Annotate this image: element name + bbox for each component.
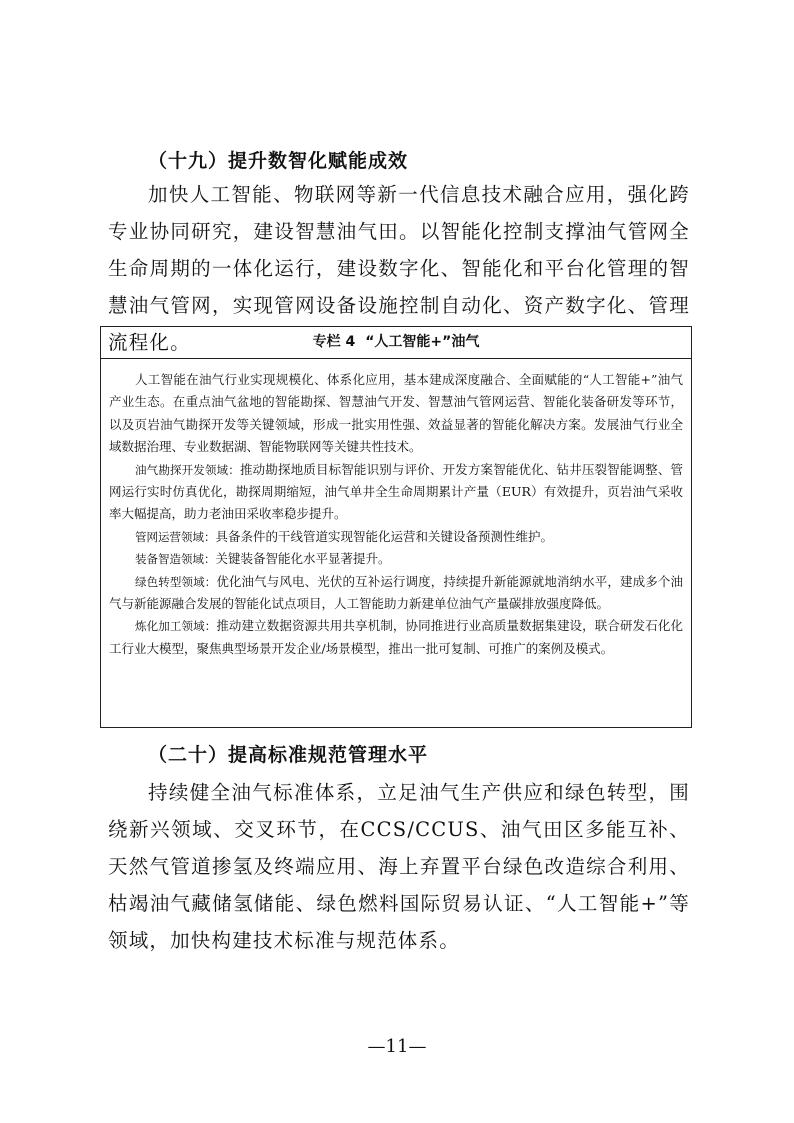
section-20-paragraph: 持续健全油气标准体系，立足油气生产供应和绿色转型，围绕新兴领域、交叉环节，在CCS/CCUS、油气田区多能互补、天然气管道掺氢及终端应用、海上弃置平台绿色改造综合利用、枯竭油气藏储氢储能、绿色燃料国际贸易认证、“人工智能+”等领域，加快构建技术标准与规范体系。 (108, 781, 690, 952)
item-lead: 炼化加工领域： (135, 619, 217, 634)
item-text: 具备条件的干线管道实现智能化运营和关键设备预测性维护。 (215, 528, 554, 544)
item-text: 优化油气与风电、光伏的互补运行调度，持续提升新能源就地消纳水平，建成多个油气与新能源融合发展的智能化试点项目，人工智能助力新建单位油气产量碳排放强度降低。 (109, 573, 683, 612)
special-column-item (109, 526, 683, 548)
item-text: 推动建立数据资源共用共享机制，协同推进行业高质量数据集建设，联合研发石化化工行业大模型，聚焦典型场景开发企业/场景模型，推出一批可复制、可推广的案例及模式。 (109, 618, 683, 656)
item-text: 推动勘探地质目标智能识别与评价、开发方案智能优化、钻井压裂智能调整、管网运行实时仿真优化，勘探周期缩短，油气单井全生命周期累计产量（EUR）有效提升，页岩油气采收率大幅提高，助力老油田采收率稳步提升。 (109, 461, 683, 522)
special-column-item (109, 615, 683, 660)
special-column-box (100, 326, 692, 728)
item-lead: 管网运营领域： (135, 529, 216, 544)
special-column-label: 专栏 4 (312, 334, 356, 350)
item-lead: 绿色转型领域： (135, 574, 217, 589)
page-number: —11— (367, 1036, 427, 1057)
special-column-item (109, 548, 683, 570)
special-column-title: “人工智能+”油气 (365, 334, 480, 350)
section-19-heading: （十九）提升数智化赋能成效 (148, 150, 409, 172)
special-column-body (109, 369, 683, 660)
item-text: 关键装备智能化水平显著提升。 (215, 551, 391, 567)
special-column-item (109, 459, 683, 526)
special-column-title-row (101, 327, 691, 359)
special-column-intro: 人工智能在油气行业实现规模化、体系化应用，基本建成深度融合、全面赋能的“人工智能+”油气产业生态。在重点油气盆地的智能勘探、智慧油气开发、智慧油气管网运营、智能化装备研发等环节，以及页岩油气勘探开发等关键领域，形成一批实用性强、效益显著的智能化解决方案。发展油气行业全域数据治理、专业数据湖、智能物联网等关键共性技术。 (109, 372, 683, 455)
section-19-paragraph: 加快人工智能、物联网等新一代信息技术融合应用，强化跨专业协同研究，建设智慧油气田。以智能化控制支撑油气管网全生命周期的一体化运行，建设数字化、智能化和平台化管理的智慧油气管网，实现管网设备设施控制自动化、资产数字化、管理流程化。 (108, 183, 690, 354)
section-20-heading: （二十）提高标准规范管理水平 (148, 744, 429, 766)
item-lead: 装备智造领域： (135, 552, 216, 567)
special-column-item (109, 571, 683, 616)
item-lead: 油气勘探开发领域： (135, 462, 240, 477)
